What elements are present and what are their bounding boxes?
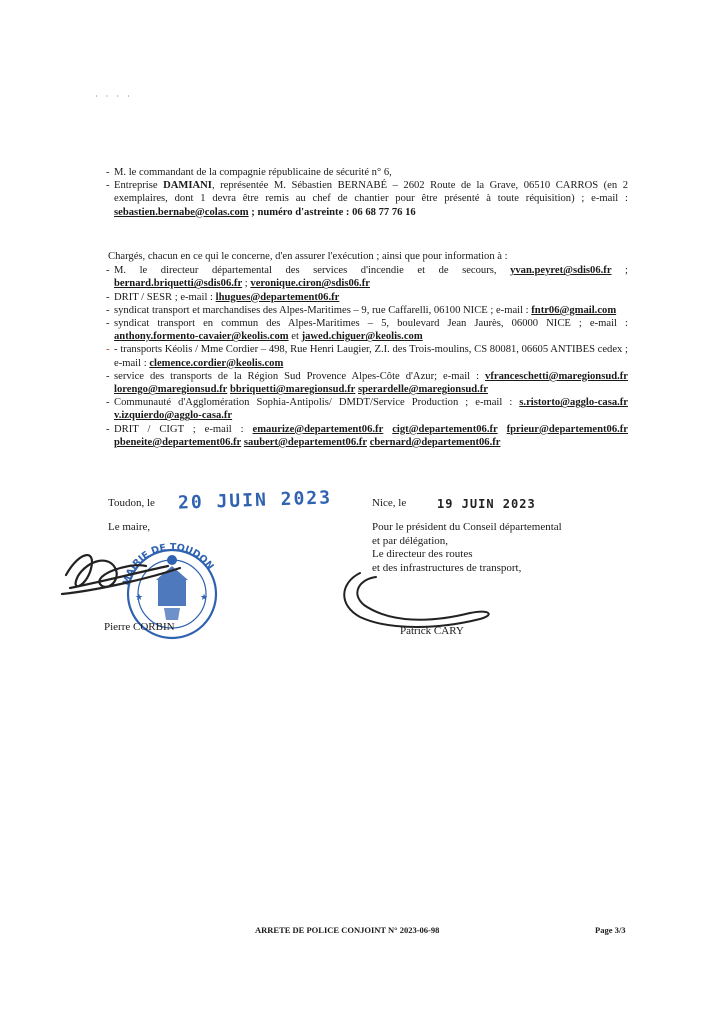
email-link[interactable]: fprieur@departement06.fr: [506, 423, 628, 435]
email-link[interactable]: jawed.chiguer@keolis.com: [301, 331, 423, 343]
bullet-dash: -: [106, 167, 110, 178]
info-text: service des transports de la Région Sud Provence Alpes-Côte d'Azur; e-mail :: [114, 370, 486, 382]
email-link[interactable]: cbernard@departement06.fr: [369, 436, 501, 448]
email-separator: ;: [242, 278, 251, 290]
email-link[interactable]: bbriquetti@maregionsud.fr: [230, 384, 356, 396]
email-separator: [383, 424, 392, 435]
left-signatory-name: Pierre CORBIN: [104, 621, 175, 633]
info-item: [108, 264, 628, 290]
right-date: 19 JUIN 2023: [437, 497, 536, 511]
email-link[interactable]: sebastien.bernabe@colas.com: [114, 206, 249, 218]
info-item: [108, 317, 628, 343]
info-item: [108, 304, 628, 317]
email-link[interactable]: vfranceschetti@maregionsud.fr: [485, 370, 628, 382]
left-place: Toudon, le: [108, 497, 155, 509]
email-separator: [498, 424, 507, 435]
delegation-line: et par délégation,: [372, 534, 449, 547]
bullet-dash: -: [106, 318, 110, 330]
bullet-dash: -: [106, 265, 110, 277]
bullet-dash: -: [106, 180, 110, 192]
email-link[interactable]: emaurize@departement06.fr: [252, 423, 384, 435]
email-link[interactable]: sperardelle@maregionsud.fr: [357, 384, 488, 396]
info-item: [108, 423, 628, 449]
recipient-post: , représentée M. Sébastien BERNABÉ – 2602 Route de la Grave, 06510 CARROS (en 2 exemplaires, dont 1 devra être remis au chef de chantier pour être présenté à toute réquisition) ; e-mail :: [114, 180, 628, 205]
email-link[interactable]: pbeneite@departement06.fr: [114, 436, 242, 448]
email-link[interactable]: lhugues@departement06.fr: [215, 291, 340, 303]
email-link[interactable]: v.izquierdo@agglo-casa.fr: [114, 410, 233, 422]
scan-marks: · · · ·: [95, 92, 133, 101]
delegation-line: Pour le président du Conseil départemental: [372, 521, 562, 533]
email-link[interactable]: s.ristorto@agglo-casa.fr: [519, 397, 628, 409]
info-text: M. le directeur départemental des services d'incendie et de secours,: [114, 265, 511, 277]
company-name: DAMIANI: [163, 180, 212, 192]
info-block: [108, 250, 628, 449]
footer-title: ARRETE DE POLICE CONJOINT N° 2023-06-98: [255, 925, 440, 935]
svg-text:★: ★: [135, 592, 144, 602]
email-link[interactable]: clemence.cordier@keolis.com: [149, 357, 284, 369]
info-text: DRIT / SESR ; e-mail :: [114, 291, 216, 303]
info-item: [108, 291, 628, 304]
right-place: Nice, le: [372, 497, 407, 509]
delegation-line: Le directeur des routes: [372, 548, 473, 560]
bullet-dash: -: [106, 370, 110, 382]
email-separator: ;: [611, 265, 629, 277]
seal-text: MAIRIE DE TOUDON: [120, 541, 216, 587]
charges-intro: Chargés, chacun en ce qui le concerne, d'en assurer l'exécution ; ainsi que pour information à :: [108, 251, 508, 262]
info-item: [108, 370, 628, 396]
email-separator: et: [288, 331, 302, 343]
email-link[interactable]: saubert@departement06.fr: [243, 436, 368, 448]
email-link[interactable]: cigt@departement06.fr: [392, 423, 498, 435]
bullet-dash: -: [106, 344, 110, 356]
left-date-stamp: 20 JUIN 2023: [177, 487, 333, 514]
recipient-crs: [108, 166, 628, 179]
email-link[interactable]: anthony.formento-cavaier@keolis.com: [114, 331, 289, 343]
email-link[interactable]: bernard.briquetti@sdis06.fr: [114, 278, 243, 290]
email-link[interactable]: lorengo@maregionsud.fr: [114, 384, 228, 396]
info-list: [108, 264, 628, 449]
info-item: [108, 396, 628, 422]
recipient-text: M. le commandant de la compagnie républicaine de sécurité n° 6,: [114, 167, 392, 178]
bullet-dash: -: [106, 304, 110, 316]
email-link[interactable]: fntr06@gmail.com: [531, 304, 617, 316]
svg-text:★: ★: [200, 592, 209, 602]
bullet-dash: -: [106, 397, 110, 409]
info-text: Communauté d'Agglomération Sophia-Antipolis/ DMDT/Service Production ; e-mail :: [114, 397, 520, 409]
page-number: Page 3/3: [595, 925, 626, 935]
info-text: DRIT / CIGT ; e-mail :: [114, 423, 253, 435]
recipient-pre: Entreprise: [114, 180, 164, 192]
recipients-block: [108, 166, 628, 219]
info-item: [108, 343, 628, 369]
info-text: syndicat transport et marchandises des Alpes-Maritimes – 9, rue Caffarelli, 06100 NICE ; e-mail :: [114, 304, 532, 316]
email-link[interactable]: yvan.peyret@sdis06.fr: [510, 265, 612, 277]
bullet-dash: -: [106, 291, 110, 303]
info-text: syndicat transport en commun des Alpes-Maritimes – 5, boulevard Jean Jaurès, 06000 NICE ; e-mail :: [114, 318, 628, 330]
right-signatory-name: Patrick CARY: [400, 625, 464, 637]
bullet-dash: -: [106, 423, 110, 435]
info-text: - transports Kéolis / Mme Cordier – 498, Rue Henri Laugier, Z.I. des Trois-moulins, CS 80081, 06605 ANTIBES cedex ; e-mail :: [114, 344, 628, 369]
delegation-line: et des infrastructures de transport,: [372, 561, 522, 574]
recipient-damiani: [108, 179, 628, 219]
email-link[interactable]: veronique.ciron@sdis06.fr: [250, 278, 370, 290]
emergency-number: ; numéro d'astreinte : 06 68 77 76 16: [248, 206, 416, 218]
left-role: Le maire,: [108, 521, 151, 533]
